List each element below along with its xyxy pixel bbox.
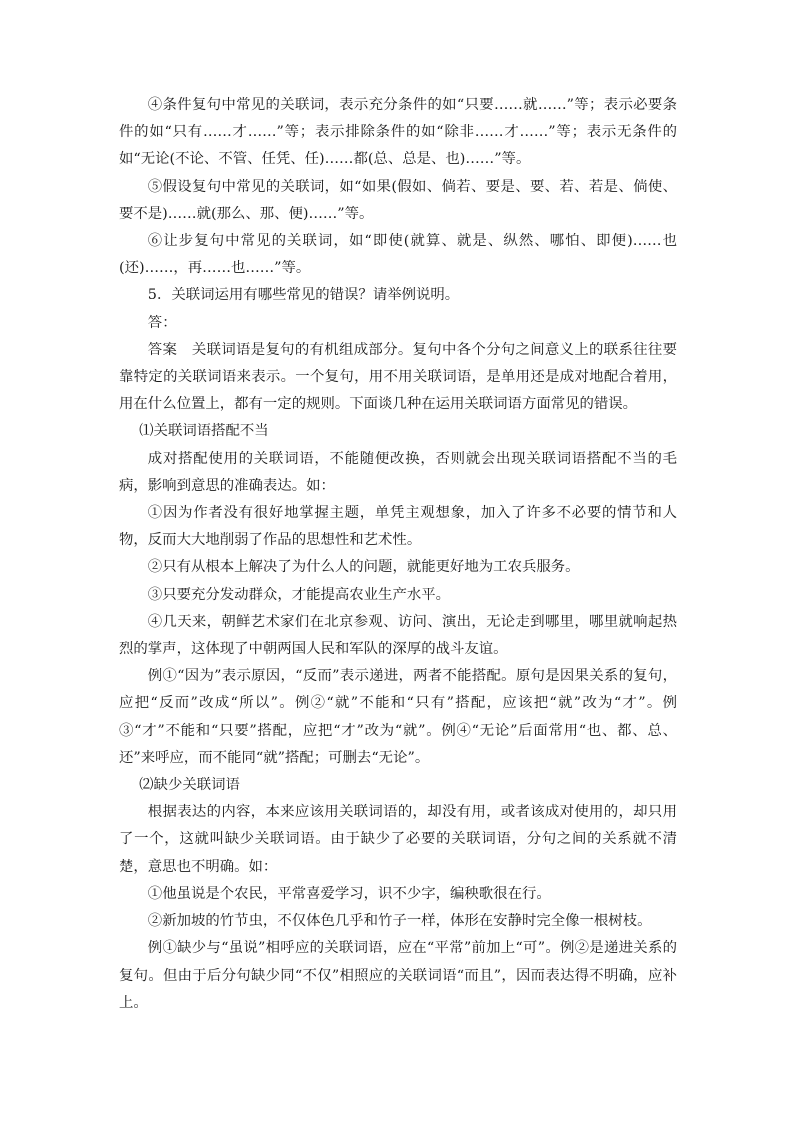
example-1-1: ①因为作者没有很好地掌握主题，单凭主观想象，加入了许多不必要的情节和人物，反而大大地削弱了作品的思想性和艺术性。 [119, 505, 677, 549]
paragraph-conditional-clause: ④条件复句中常见的关联词，表示充分条件的如“只要……就……”等；表示必要条件的如“只有……才……”等；表示排除条件的如“除非……才……”等；表示无条件的如“无论(不论、不管、任凭、任)……都(总、总是、也)……”等。 [119, 97, 677, 168]
answer-intro: 答案 关联词语是复句的有机组成部分。复句中各个分句之间意义上的联系往往要靠特定的关联词语来表示。一个复句，用不用关联词语，是单用还是成对地配合着用，用在什么位置上，都有一定的规则。下面谈几种在运用关联词语方面常见的错误。 [119, 341, 677, 413]
document-body [119, 92, 677, 1017]
paragraph-hypothetical-clause: ⑤假设复句中常见的关联词，如“如果(假如、倘若、要是、要、若、若是、倘使、要不是)……就(那么、那、便)……”等。 [119, 178, 677, 222]
section-1-description: 成对搭配使用的关联词语，不能随便改换，否则就会出现关联词语搭配不当的毛病，影响到意思的准确表达。如： [119, 450, 677, 494]
analysis-2: 例①缺少与“虽说”相呼应的关联词语，应在“平常”前加上“可”。例②是递进关系的复句。但由于后分句缺少同“不仅”相照应的关联词语“而且”，因而表达得不明确，应补上。 [119, 940, 677, 1011]
section-heading-1: ⑴关联词语搭配不当 [139, 423, 269, 440]
example-1-2: ②只有从根本上解决了为什么人的问题，就能更好地为工农兵服务。 [147, 559, 580, 576]
example-2-2: ②新加坡的竹节虫，不仅体色几乎和竹子一样，体形在安静时完全像一根树枝。 [147, 913, 652, 930]
paragraph-concessive-clause: ⑥让步复句中常见的关联词，如“即使(就算、就是、纵然、哪怕、即便)……也(还)……，再……也……”等。 [119, 233, 677, 277]
example-1-3: ③只要充分发动群众，才能提高农业生产水平。 [147, 586, 451, 603]
example-2-1: ①他虽说是个农民，平常喜爱学习，识不少字，编秧歌很在行。 [147, 885, 551, 902]
answer-label: 答： [147, 314, 177, 331]
example-1-4: ④几天来，朝鲜艺术家们在北京参观、访问、演出，无论走到哪里，哪里就响起热烈的掌声，这体现了中朝两国人民和军队的深厚的战斗友谊。 [119, 613, 677, 658]
analysis-1: 例①“因为”表示原因，“反而”表示递进，两者不能搭配。原句是因果关系的复句，应把“反而”改成“所以”。例②“就”不能和“只有”搭配，应该把“就”改为“才”。例③“才”不能和“只要”搭配，应把“才”改为“就”。例④“无论”后面常用“也、都、总、还”来呼应，而不能同“就”搭配；可删去“无论”。 [119, 668, 677, 766]
section-heading-2: ⑵缺少关联词语 [139, 777, 240, 794]
section-2-description: 根据表达的内容，本来应该用关联词语的，却没有用，或者该成对使用的，却只用了一个，这就叫缺少关联词语。由于缺少了必要的关联词语，分句之间的关系就不清楚，意思也不明确。如： [119, 804, 677, 875]
question-5: 5．关联词运用有哪些常见的错误？请举例说明。 [147, 287, 460, 304]
